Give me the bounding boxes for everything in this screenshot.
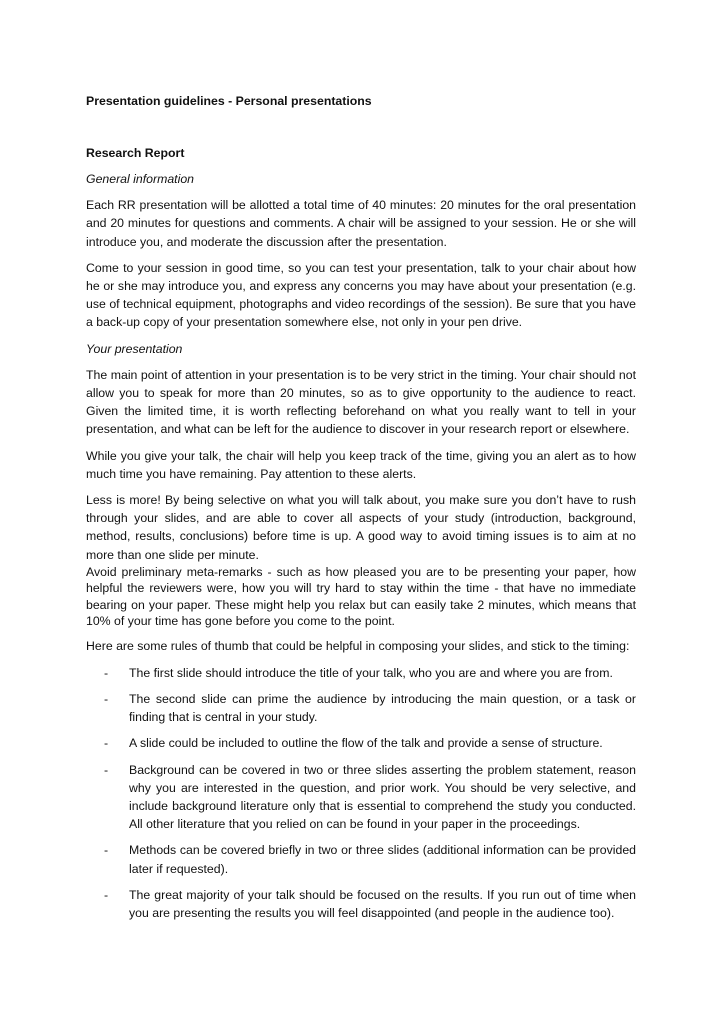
list-item: [86, 886, 636, 922]
rule-methods: Methods can be covered briefly in two or three slides (additional information can be provided later if requested).: [129, 843, 636, 876]
bullet-dash: -: [104, 762, 109, 777]
bullet-dash: -: [104, 843, 109, 858]
paragraph-timing: The main point of attention in your presentation is to be very strict in the timing. Your chair should not allow you to speak for more than 20 minutes, so as to give opportunity to the audience to react. Given the limited time, it is worth reflecting beforehand on what you really want to tell in your presentation, and what can be left for the audience to discover in your research report or elsewhere.: [86, 367, 636, 437]
list-item: [86, 841, 636, 877]
subhead-your-presentation: Your presentation: [86, 341, 183, 356]
paragraph-chair-alerts: While you give your talk, the chair will help you keep track of the time, giving you an alert as to how much time you have remaining. Pay attention to these alerts.: [86, 448, 636, 481]
paragraph-arrive-early: Come to your session in good time, so you can test your presentation, talk to your chair about how he or she may introduce you, and express any concerns you may have about your presentation (e.g. use of technical equipment, photographs and video recordings of the session). Be sure that you have a back-up copy of your presentation somewhere else, not only in your pen drive.: [86, 260, 636, 330]
bullet-dash: -: [104, 665, 109, 680]
bullet-dash: -: [104, 887, 109, 902]
bullet-dash: -: [104, 691, 109, 706]
paragraph-meta-remarks: Avoid preliminary meta-remarks - such as how pleased you are to be presenting your paper, how helpful the reviewers were, how you will try hard to stay within the time - that have no immediate bearing on your paper. These might help you relax but can easily take 2 minutes, which means that 10% of your time has gone before you come to the point.: [86, 564, 636, 629]
document-body: [86, 170, 636, 930]
list-item: [86, 664, 636, 682]
rule-background: Background can be covered in two or three slides asserting the problem statement, reason why you are interested in the question, and prior work. You should be very selective, and include background literature only that is essential to comprehend the study you conducted. All other literature that you relied on can be found in your paper in the proceedings.: [129, 762, 636, 832]
list-item: [86, 690, 636, 726]
paragraph-rules-intro: Here are some rules of thumb that could be helpful in composing your slides, and stick to the timing:: [86, 639, 630, 654]
section-heading-research-report: Research Report: [86, 146, 185, 160]
paragraph-less-is-more: Less is more! By being selective on what you will talk about, you make sure you don’t have to rush through your slides, and are able to cover all aspects of your study (introduction, background, method, results, conclusions) before time is up. A good way to avoid timing issues is to aim at no more than one slide per minute.: [86, 493, 636, 562]
rule-first-slide: The first slide should introduce the title of your talk, who you are and where you are from.: [129, 665, 613, 680]
rule-outline-slide: A slide could be included to outline the flow of the talk and provide a sense of structure.: [129, 736, 603, 751]
rule-second-slide: The second slide can prime the audience by introducing the main question, or a task or finding that is central in your study.: [129, 691, 636, 725]
paragraph-allotted-time: Each RR presentation will be allotted a total time of 40 minutes: 20 minutes for the oral presentation and 20 minutes for questions and comments. A chair will be assigned to your session. He or she will introduce you, and moderate the discussion after the presentation.: [86, 198, 636, 249]
rules-list: [86, 664, 636, 922]
document-title: Presentation guidelines - Personal presentations: [86, 94, 372, 108]
rule-results: The great majority of your talk should be focused on the results. If you run out of time when you are presenting the results you will feel disappointed (and people in the audience too).: [129, 887, 636, 920]
subhead-general-information: General information: [86, 172, 194, 186]
bullet-dash: -: [104, 736, 109, 751]
list-item: [86, 761, 636, 834]
list-item: [86, 734, 636, 752]
